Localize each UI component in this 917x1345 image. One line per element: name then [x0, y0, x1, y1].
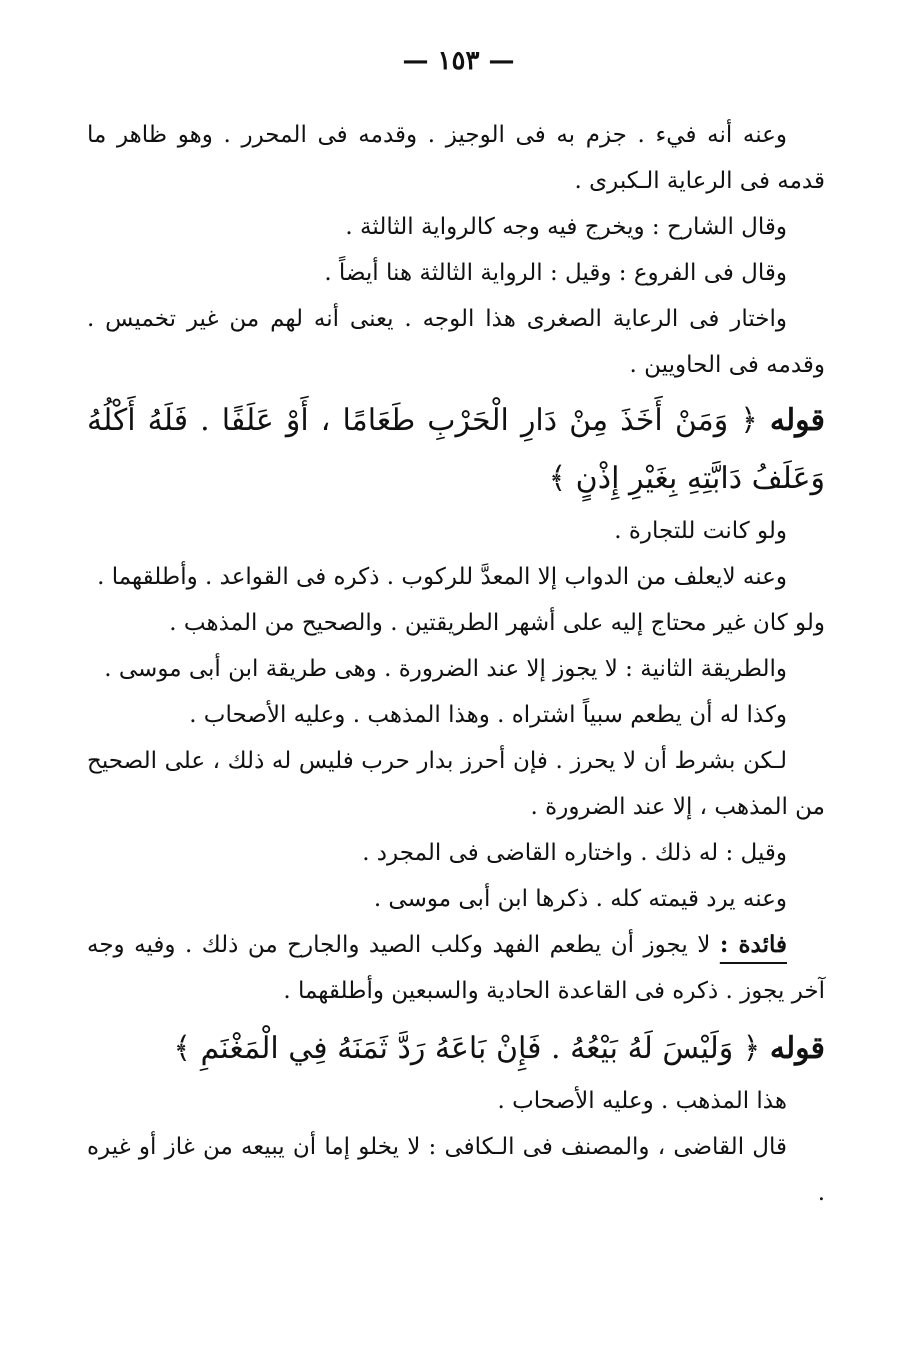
paragraph	[87, 554, 825, 600]
paragraph-text: ﴿ وَلَيْسَ لَهُ بَيْعُهُ . فَإِنْ بَاعَهُ رَدَّ ثَمَنَهُ فِي الْمَغْنَمِ ﴾	[173, 1031, 761, 1066]
paragraph-text: ولو كانت للتجارة .	[614, 518, 787, 544]
paragraph	[87, 600, 825, 646]
quoted-verse	[87, 1020, 825, 1078]
paragraph	[87, 1124, 825, 1216]
paragraph	[87, 508, 825, 554]
paragraph	[87, 112, 825, 204]
paragraph-text: والطريقة الثانية : لا يجوز إلا عند الضرورة . وهى طريقة ابن أبى موسى .	[104, 656, 787, 682]
paragraph-text: وقيل : له ذلك . واختاره القاضى فى المجرد .	[362, 840, 787, 866]
paragraph-text: لـكن بشرط أن لا يحرز . فإن أحرز بدار حرب فليس له ذلك ، على الصحيح من المذهب ، إلا عند الضرورة .	[87, 748, 825, 820]
verse-lead-word: قوله	[769, 403, 825, 438]
paragraph-text: وعنه أنه فيء . جزم به فى الوجيز . وقدمه فى المحرر . وهو ظاهر ما قدمه فى الرعاية الـكبرى .	[87, 122, 825, 194]
paragraph-text: وكذا له أن يطعم سبياً اشتراه . وهذا المذهب . وعليه الأصحاب .	[189, 702, 787, 728]
text-body	[87, 112, 825, 1216]
verse-lead-word: قوله	[769, 1031, 825, 1066]
paragraph	[87, 296, 825, 388]
page-number: — ١٥٣ —	[402, 46, 515, 76]
paragraph	[87, 204, 825, 250]
paragraph	[87, 922, 825, 1014]
paragraph	[87, 250, 825, 296]
paragraph	[87, 646, 825, 692]
paragraph	[87, 692, 825, 738]
paragraph-text: قال القاضى ، والمصنف فى الـكافى : لا يخلو إما أن يبيعه من غاز أو غيره .	[87, 1134, 825, 1206]
paragraph	[87, 830, 825, 876]
paragraph-text: ﴿ وَمَنْ أَخَذَ مِنْ دَارِ الْحَرْبِ طَعَامًا ، أَوْ عَلَفًا . فَلَهُ أَكْلُهُ وَعَلَفُ دَابَّتِهِ بِغَيْرِ إِذْنٍ ﴾	[87, 403, 825, 496]
paragraph-text: واختار فى الرعاية الصغرى هذا الوجه . يعنى أنه لهم من غير تخميس . وقدمه فى الحاويين .	[87, 306, 825, 378]
paragraph-text: وقال الشارح : ويخرج فيه وجه كالرواية الثالثة .	[345, 214, 787, 240]
paragraph	[87, 876, 825, 922]
quoted-verse	[87, 392, 825, 508]
paragraph	[87, 738, 825, 830]
paragraph-text: وعنه يرد قيمته كله . ذكرها ابن أبى موسى .	[373, 886, 787, 912]
paragraph	[87, 1078, 825, 1124]
note-label: فائدة :	[719, 931, 787, 958]
paragraph-text: هذا المذهب . وعليه الأصحاب .	[497, 1088, 787, 1114]
paragraph-text: وعنه لايعلف من الدواب إلا المعدَّ للركوب . ذكره فى القواعد . وأطلقهما .	[97, 564, 787, 590]
paragraph-text: ولو كان غير محتاج إليه على أشهر الطريقتين . والصحيح من المذهب .	[169, 610, 825, 636]
paragraph-text: لا يجوز أن يطعم الفهد وكلب الصيد والجارح من ذلك . وفيه وجه آخر يجوز . ذكره فى القاعدة الحادية والسبعين وأطلقهما .	[87, 932, 825, 1004]
paragraph-text: وقال فى الفروع : وقيل : الرواية الثالثة هنا أيضاً .	[324, 260, 787, 286]
